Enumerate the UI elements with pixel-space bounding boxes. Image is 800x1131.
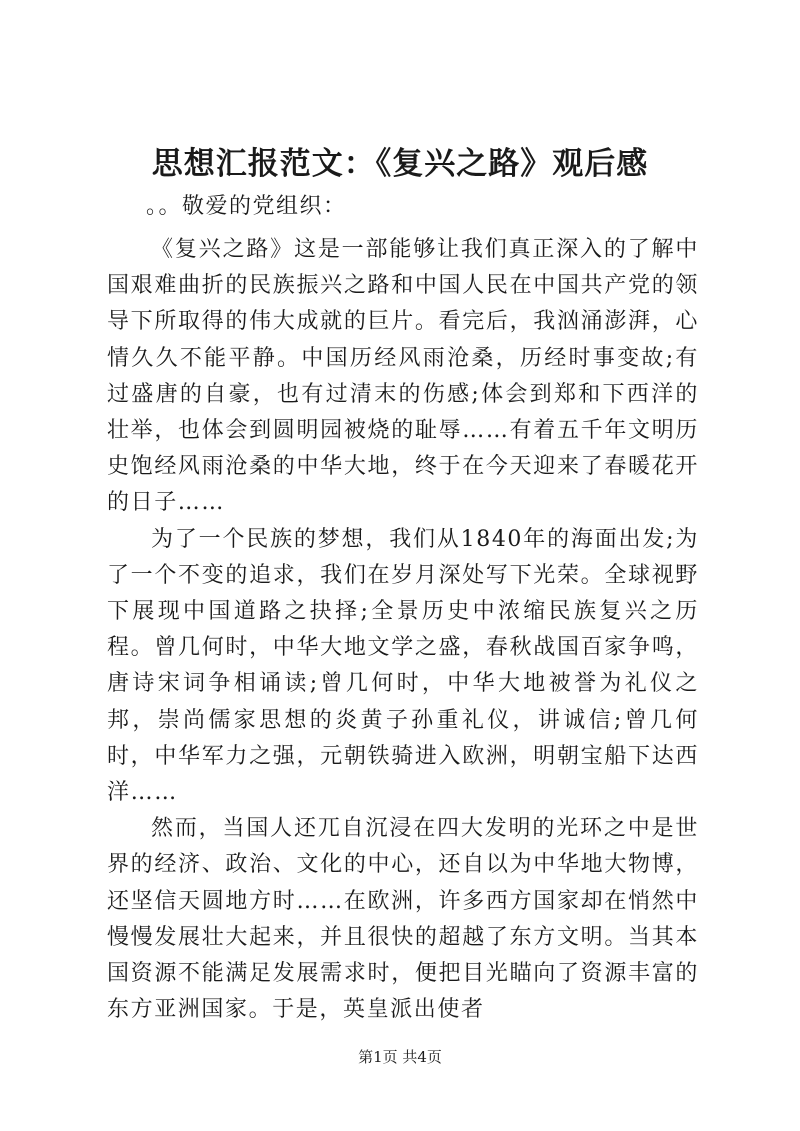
paragraph: 然而，当国人还兀自沉浸在四大发明的光环之中是世界的经济、政治、文化的中心，还自以为中华地大物博，还坚信天圆地方时……在欧洲，许多西方国家却在悄然中慢慢发展壮大起来，并且很快的超越了东方文明。当其本国资源不能满足发展需求时，便把目光瞄向了资源丰富的东方亚洲国家。于是，英皇派出使者 xyxy=(107,816,699,1023)
document-title: 思想汇报范文：《复兴之路》观后感 xyxy=(151,146,649,182)
paragraph: 《复兴之路》这是一部能够让我们真正深入的了解中国艰难曲折的民族振兴之路和中国人民在中国共产党的领导下所取得的伟大成就的巨片。看完后，我汹涌澎湃，心情久久不能平静。中国历经风雨沧桑，历经时事变故;有过盛唐的自豪，也有过清末的伤感;体会到郑和下西洋的壮举，也体会到圆明园被烧的耻辱……有着五千年文明历史饱经风雨沧桑的中华大地，终于在今天迎来了春暖花开的日子…… xyxy=(107,237,699,516)
page-footer: 第1页 共4页 xyxy=(358,1048,442,1066)
document-body xyxy=(107,232,699,1028)
salutation: 。。敬爱的党组织： xyxy=(146,194,347,219)
paragraph: 为了一个民族的梦想，我们从1840年的海面出发;为了一个不变的追求，我们在岁月深处写下光荣。全球视野下展现中国道路之抉择;全景历史中浓缩民族复兴之历程。曾几何时，中华大地文学之盛，春秋战国百家争鸣，唐诗宋词争相诵读;曾几何时，中华大地被誉为礼仪之邦，崇尚儒家思想的炎黄子孙重礼仪，讲诚信;曾几何时，中华军力之强，元朝铁骑进入欧洲，明朝宝船下达西洋…… xyxy=(107,526,699,806)
